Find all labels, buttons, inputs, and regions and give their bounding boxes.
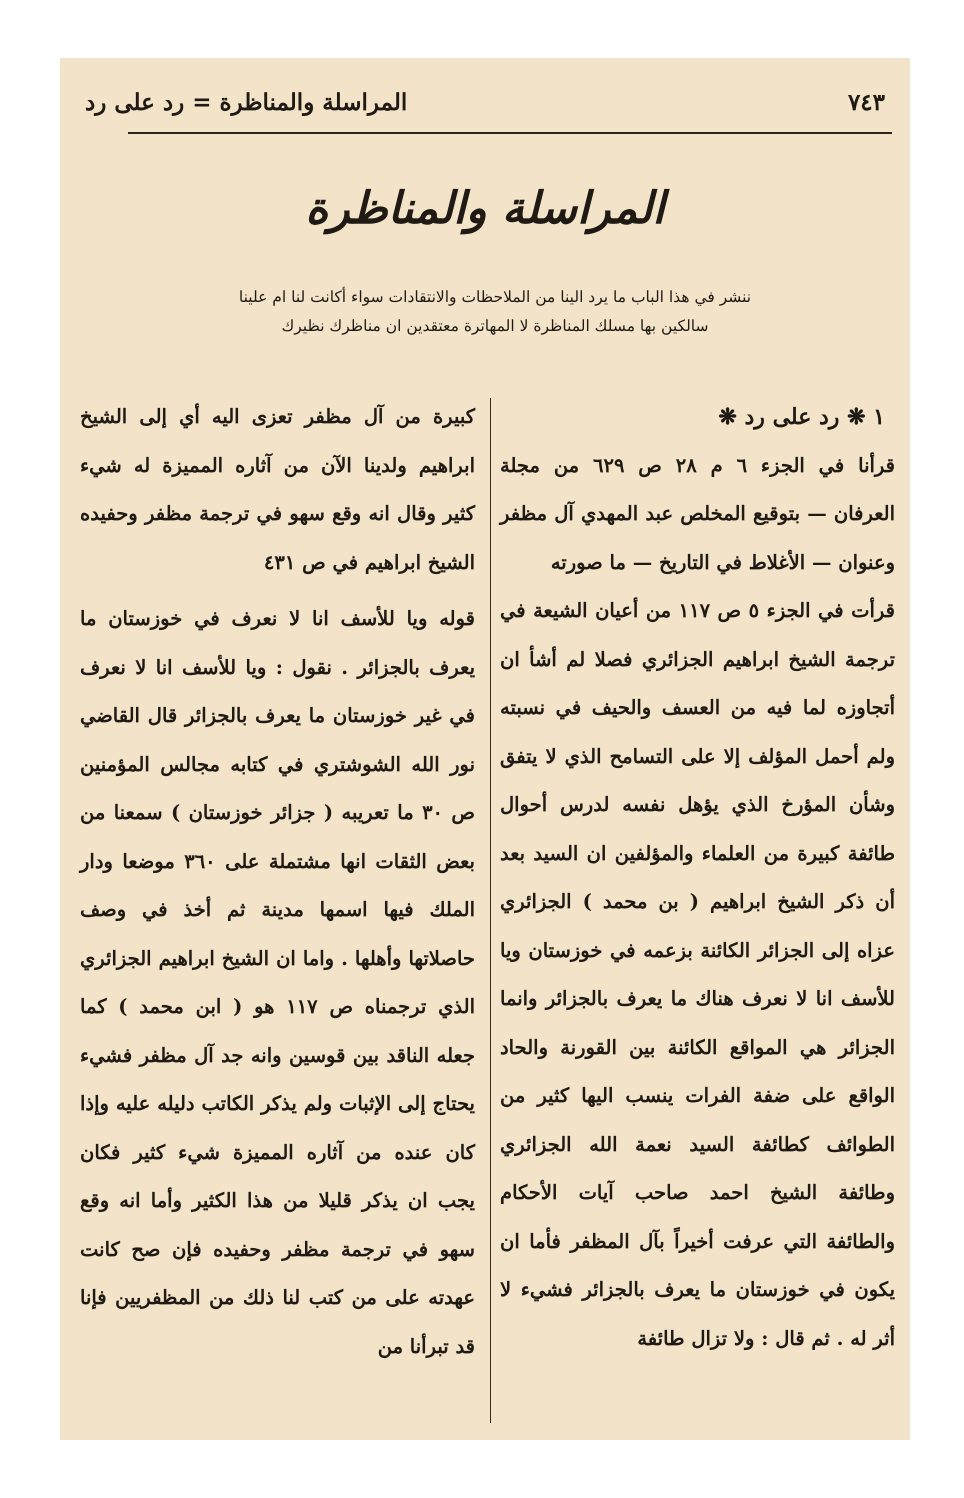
paragraph: قرأنا في الجزء ٦ م ٢٨ ص ٦٢٩ من مجلة العرفان — بتوقيع المخلص عبد المهدي آل مظفر وعنوان — الأغلاط في التاريخ — ما صورته [500,453,896,574]
header-divider [128,132,892,134]
intro-line-2: سالكين بها مسلك المناظرة لا المهاترة معتقدين ان مناظرك نظيرك [281,317,709,335]
page-number: ٧٤٣ [847,88,885,116]
paragraph: قوله ويا للأسف انا لا نعرف في خوزستان ما يعرف بالجزائر . نقول : ويا للأسف انا لا نعرف في غير خوزستان ما يعرف بالجزائر قال القاضي نور الله الشوشتري في كتابه مجالس المؤمنين ص ٣٠ ما تعريبه ( جزائر خوزستان ) سمعنا من بعض الثقات انها مشتملة على ٣٦٠ موضعا ودار الملك فيها اسمها مدينة ثم أخذ في وصف حاصلاتها وأهلها . واما ان الشيخ ابراهيم الجزائري الذي ترجمناه ص ١١٧ هو ( ابن محمد ) كما جعله الناقد بين قوسين وانه جد آل مظفر فشيء يحتاج إلى الإثبات ولم يذكر الكاتب دليله عليه وإذا كان عنده من آثاره المميزة شيء كثير فكان يجب ان يذكر قليلا من هذا الكثير وأما انه وقع سهو في ترجمة مظفر وحفيده فإن صح كانت عهدته على من كتب لنا ذلك من المظفريين فإنا قد تبرأنا من [80,607,475,1358]
section-title: المراسلة والمناظرة [305,183,665,234]
running-title: المراسلة والمناظرة = رد على رد [85,88,408,116]
right-column [500,393,895,1363]
paragraph: كبيرة من آل مظفر تعزى اليه أي إلى الشيخ ابراهيم ولدينا الآن من آثاره المميزة له شيء كثير وقال انه وقع سهو في ترجمة مظفر وحفيده الشيخ ابراهيم في ص ٤٣١ [80,405,475,574]
column-divider [490,398,491,1423]
left-column [80,393,475,1371]
paragraph: قرأت في الجزء ٥ ص ١١٧ من أعيان الشيعة في ترجمة الشيخ ابراهيم الجزائري فصلا لم أشأ ان أتجاوزه لما فيه من العسف والحيف في نسبته ولم أحمل المؤلف إلا على التسامح الذي لا يتفق وشأن المؤرخ الذي يؤهل نفسه لدرس أحوال طائفة كبيرة من العلماء والمؤلفين ان السيد بعد أن ذكر الشيخ ابراهيم ( بن محمد ) الجزائري عزاه إلى الجزائر الكائنة بزعمه في خوزستان ويا للأسف انا لا نعرف هناك ما يعرف بالجزائر وانما الجزائر هي المواقع الكائنة بين القورنة والحاد الواقع على ضفة الفرات ينسب اليها كثير من الطوائف كطائفة السيد نعمة الله الجزائري وطائفة الشيخ احمد صاحب آيات الأحكام والطائفة التي عرفت أخيراً بآل المظفر فأما ان يكون في خوزستان ما يعرف بالجزائر فشيء لا أثر له . ثم قال : ولا تزال طائفة [500,599,895,1350]
article-heading: ١ ❋ رد على رد ❋ [718,404,885,430]
section-intro [190,283,800,341]
page-header [85,80,885,124]
intro-line-1: ننشر في هذا الباب ما يرد الينا من الملاحظات والانتقادات سواء أكانت لنا ام علينا [238,288,752,306]
journal-page [60,58,910,1440]
